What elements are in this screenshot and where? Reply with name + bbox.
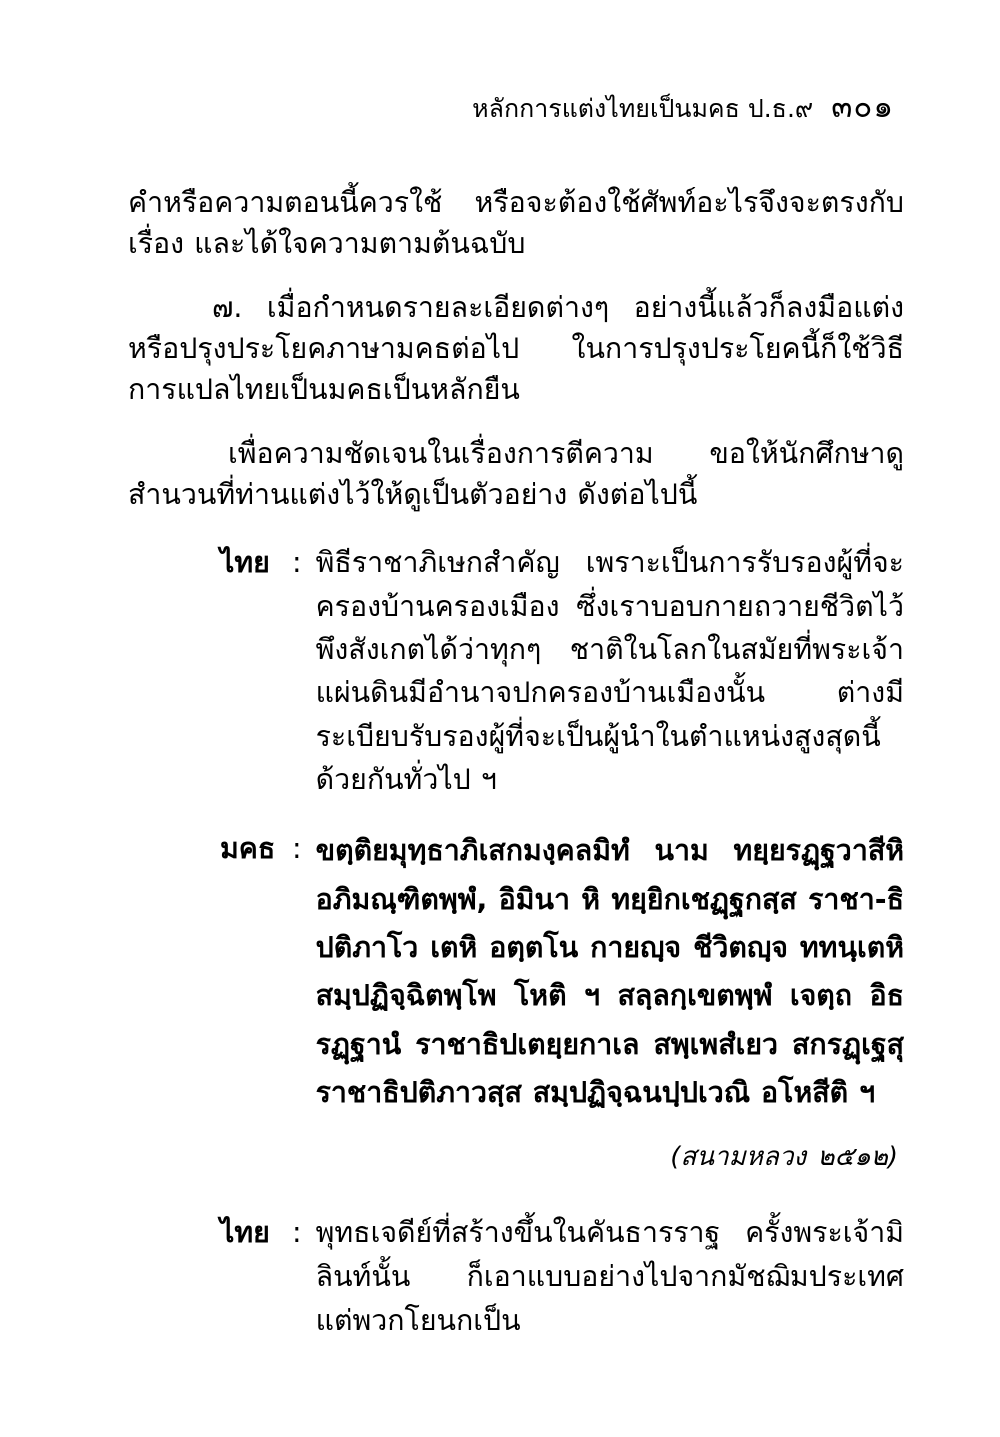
paragraph-2: ๗. เมื่อกำหนดรายละเอียดต่างๆ อย่างนี้แล้วก็ลงมือแต่ง หรือปรุงประโยคภาษามคธต่อไป ในการปรุงประโยคนี้ก็ใช้วิธีการแปลไทยเป็นมคธเป็นหลักยืน: [128, 290, 904, 407]
page-number: ๓๐๑: [831, 89, 894, 125]
body-text: [128, 182, 904, 1343]
example-colon-2: :: [292, 832, 302, 866]
example-label-thai-2: ไทย: [220, 1215, 270, 1249]
example-colon-3: :: [292, 1215, 302, 1249]
example-thai-2: [128, 1211, 904, 1344]
example-text-thai-1: พิธีราชาภิเษกสำคัญ เพราะเป็นการรับรองผู้ที่จะครองบ้านครองเมือง ซึ่งเราบอบกายถวายชีวิตไว้ พึงสังเกตได้ว่าทุกๆ ชาติในโลกในสมัยที่พระเจ้าแผ่นดินมีอำนาจปกครองบ้านเมืองนั้น ต่างมีระเบียบรับรองผู้ที่จะเป็นผู้นำในตำแหน่งสูงสุดนี้ด้วยกันทั่วไป ฯ: [315, 546, 904, 796]
paragraph-1: คำหรือความตอนนี้ควรใช้ หรือจะต้องใช้ศัพท์อะไรจึงจะตรงกับเรื่อง และได้ใจความตามต้นฉบับ: [128, 186, 904, 261]
source-citation: (สนามหลวง ๒๕๑๒): [670, 1141, 898, 1172]
example-text-thai-2: พุทธเจดีย์ที่สร้างขึ้นในคันธารราฐ ครั้งพระเจ้ามิลินท์นั้น ก็เอาแบบอย่างไปจากมัชฌิมประเทศ แต่พวกโยนกเป็น: [315, 1215, 904, 1338]
paragraph-3: เพื่อความชัดเจนในเรื่องการตีความ ขอให้นักศึกษาดูสำนวนที่ท่านแต่งไว้ให้ดูเป็นตัวอย่าง ดังต่อไปนี้: [128, 436, 904, 511]
example-pali-1: [128, 827, 904, 1118]
running-head-title: หลักการแต่งไทยเป็นมคธ ป.ธ.๙: [472, 94, 814, 123]
example-thai-1: [128, 541, 904, 801]
example-colon-1: :: [292, 546, 302, 580]
example-label-thai-1: ไทย: [220, 546, 270, 580]
example-label-pali-1: มคธ: [220, 832, 276, 866]
running-head: [128, 90, 894, 124]
example-text-pali-1: ขตฺติยมุทฺธาภิเสกมงฺคลมิทํ นาม ทยฺยรฏฺฐวาสีหิ อภิมณฺฑิตพฺพํ, อิมินา หิ ทยฺยิกเชฏฺฐกสฺส ราชา-ธิปติภาโว เตหิ อตฺตโน กายญฺจ ชีวิตญฺจ ททนฺเตหิ สมฺปฏิจฺฉิตพฺโพ โหติ ฯ สลฺลกฺเขตพฺพํ เจตฺถ อิธ รฏฺฐานํ ราชาธิปเตยฺยกาเล สพฺเพสํเยว สกรฏฺเฐสุ ราชาธิปติภาวสฺส สมฺปฏิจฺฉนปฺปเวณิ อโหสีติ ฯ: [315, 834, 904, 1110]
